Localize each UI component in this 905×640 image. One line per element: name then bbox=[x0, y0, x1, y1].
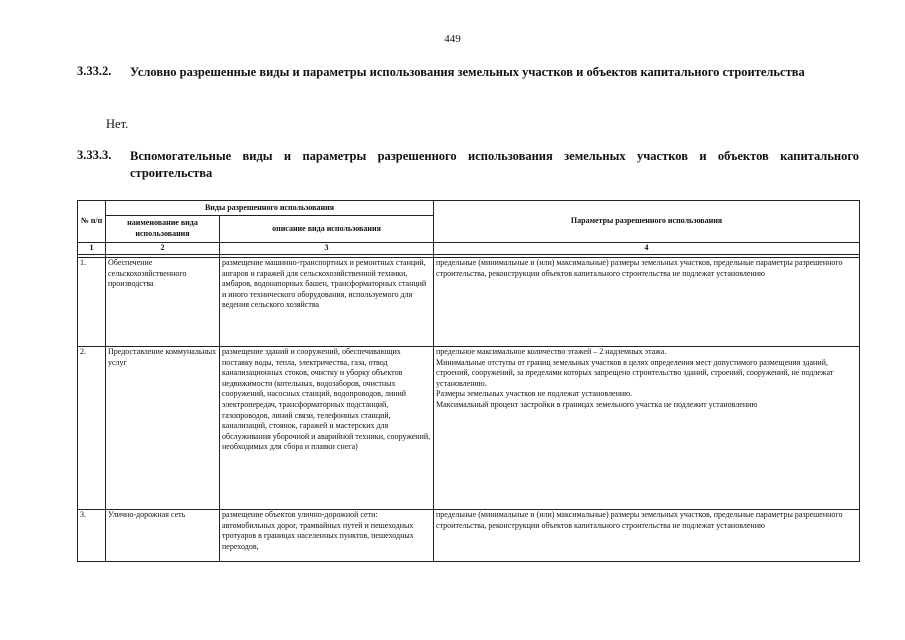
header-group: Виды разрешенного использования bbox=[106, 201, 434, 216]
row-num: 3. bbox=[78, 510, 106, 562]
column-number: 4 bbox=[434, 243, 860, 255]
row-num: 1. bbox=[78, 258, 106, 347]
section-number: 3.33.3. bbox=[77, 148, 112, 162]
section-heading-auxiliary bbox=[77, 148, 859, 182]
land-use-table bbox=[77, 200, 860, 562]
header-name: наименование вида использования bbox=[106, 216, 220, 243]
table-row bbox=[78, 347, 860, 510]
row-params: предельные (минимальные и (или) максимальные) размеры земельных участков, предельные параметры разрешенного строительства, реконструкции объектов капитального строительства не подлежат установлению bbox=[434, 510, 860, 562]
section-title: Условно разрешенные виды и параметры использования земельных участков и объектов капитального строительства bbox=[130, 65, 805, 79]
row-name: Обеспечение сельскохозяйственного производства bbox=[106, 258, 220, 347]
table-row bbox=[78, 258, 860, 347]
page-number: 449 bbox=[444, 33, 461, 45]
row-params: предельные (минимальные и (или) максимальные) размеры земельных участков, предельные параметры разрешенного строительства, реконструкции объектов капитального строительства не подлежат установлению bbox=[434, 258, 860, 347]
row-desc: размещение машинно-транспортных и ремонтных станций, ангаров и гаражей для сельскохозяйственной техники, амбаров, водонапорных башен, трансформаторных станций и иного технического оборудования, используемого для ведения сельского хозяйства bbox=[220, 258, 434, 347]
row-desc: размещение объектов улично-дорожной сети: автомобильных дорог, трамвайных путей и пешеходных тротуаров в границах населенных пунктов, пешеходных переходов, bbox=[220, 510, 434, 562]
column-number-row bbox=[78, 243, 860, 255]
table-row bbox=[78, 510, 860, 562]
row-params: предельное максимальное количество этажей – 2 надземных этажа. Минимальные отступы от границ земельных участков в целях определения мест допустимого размещения зданий, строений, сооружений, за пределами которых запрещено строительство зданий, строений, сооружений, не подлежат установлению. Размеры земельных участков не подлежат установлению. Максимальный процент застройки в границах земельного участка не подлежит установлению bbox=[434, 347, 860, 510]
column-number: 1 bbox=[78, 243, 106, 255]
section-number: 3.33.2. bbox=[77, 64, 112, 78]
note-text: Нет. bbox=[106, 117, 129, 131]
header-params: Параметры разрешенного использования bbox=[434, 201, 860, 243]
row-name: Предоставление коммунальных услуг bbox=[106, 347, 220, 510]
column-number: 2 bbox=[106, 243, 220, 255]
section-heading-conditional bbox=[77, 64, 859, 81]
column-number: 3 bbox=[220, 243, 434, 255]
row-desc: размещение зданий и сооружений, обеспечивающих поставку воды, тепла, электричества, газа, отвод канализационных стоков, очистку и уборку объектов недвижимости (котельных, водозаборов, очистных сооружений, насосных станций, водопроводов, линий электропередач, трансформаторных подстанций, газопроводов, линий связи, телефонных станций, канализаций, стоянок, гаражей и мастерских для обслуживания уборочной и аварийной техники, сооружений, необходимых для сбора и плавки снега) bbox=[220, 347, 434, 510]
header-num: № п/п bbox=[78, 201, 106, 243]
section-title: Вспомогательные виды и параметры разрешенного использования земельных участков и объектов капитального строительства bbox=[130, 149, 859, 180]
header-desc: описание вида использования bbox=[220, 216, 434, 243]
row-num: 2. bbox=[78, 347, 106, 510]
row-name: Улично-дорожная сеть bbox=[106, 510, 220, 562]
